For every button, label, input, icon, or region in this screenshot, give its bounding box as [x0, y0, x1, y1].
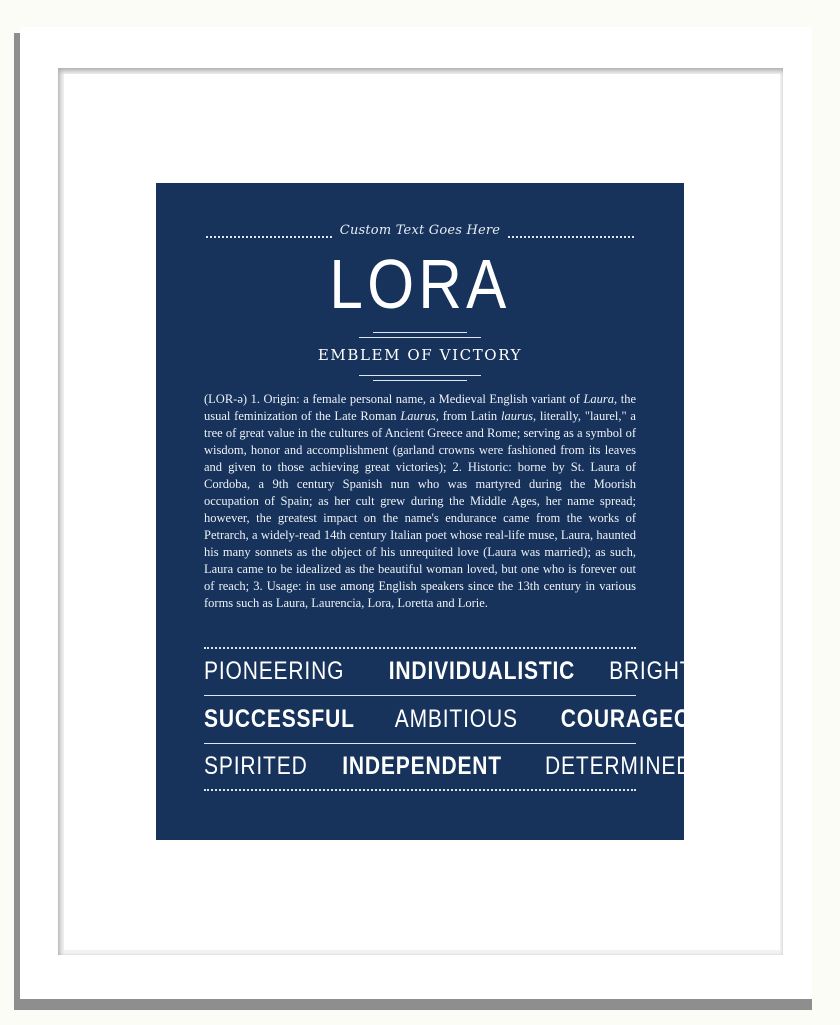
rule-lower-short [373, 380, 467, 381]
definition-italic-laurus-latin: laurus [500, 409, 533, 423]
custom-text: Custom Text Goes Here [339, 223, 501, 238]
name-title: LORA [329, 245, 511, 323]
definition-text: , the usual feminization of the Late Roman [204, 392, 636, 423]
trait-word: SPIRITED [204, 752, 308, 780]
traits-rule-2 [204, 743, 636, 744]
trait-word: COURAGEOUS [560, 705, 722, 733]
dotted-divider-traits-top [204, 647, 636, 649]
traits-row-2 [204, 705, 722, 734]
name-print [156, 183, 722, 840]
name-meaning: EMBLEM OF VICTORY [317, 346, 523, 364]
traits-row-1 [204, 657, 694, 686]
trait-word: INDIVIDUALISTIC [388, 657, 576, 685]
definition-text: (LOR-ə) 1. Origin: a female personal name, a Medieval English variant of [204, 392, 584, 406]
dotted-divider-traits-bottom [204, 789, 636, 791]
trait-word: DETERMINED [545, 752, 693, 780]
trait-word: AMBITIOUS [395, 705, 519, 733]
rule-upper-long [359, 337, 481, 338]
trait-word: SUCCESSFUL [204, 705, 355, 733]
traits-row-3 [204, 752, 693, 781]
rule-upper-short [373, 332, 467, 333]
trait-word: PIONEERING [204, 657, 345, 685]
name-definition [204, 391, 636, 612]
trait-word: INDEPENDENT [342, 752, 503, 780]
traits-rule-1 [204, 695, 636, 696]
definition-text: , literally, "laurel," a tree of great value in the cultures of Ancient Greece and Rome; serving as a symbol of wisdom, honor and accomplishment (garland crowns were fashioned from its leaves and given to those achieving great victories); 2. Historic: borne by St. Laura of Cordoba, a 9th century Spanish nun who was martyred during the Moorish occupation of Spain; as her cult grew during the Middle Ages, her name spread; however, the greatest impact on the name's endurance came from the works of Petrarch, a widely-read 14th century Italian poet whose real-life muse, Laura, haunted his many sonnets as the object of his unrequited love (Laura was married); as such, Laura came to be idealized as the beautiful woman loved, but one who is forever out of reach; 3. Usage: in use among English speakers since the 13th century in various forms such as Laura, Laurencia, Lora, Loretta and Lorie. [204, 409, 636, 610]
rule-lower-long [359, 375, 481, 376]
definition-italic-laurus: Laurus [400, 409, 436, 423]
definition-text: , from Latin [435, 409, 501, 423]
definition-italic-laura: Laura [583, 392, 615, 406]
trait-word: BRIGHT [609, 657, 694, 685]
